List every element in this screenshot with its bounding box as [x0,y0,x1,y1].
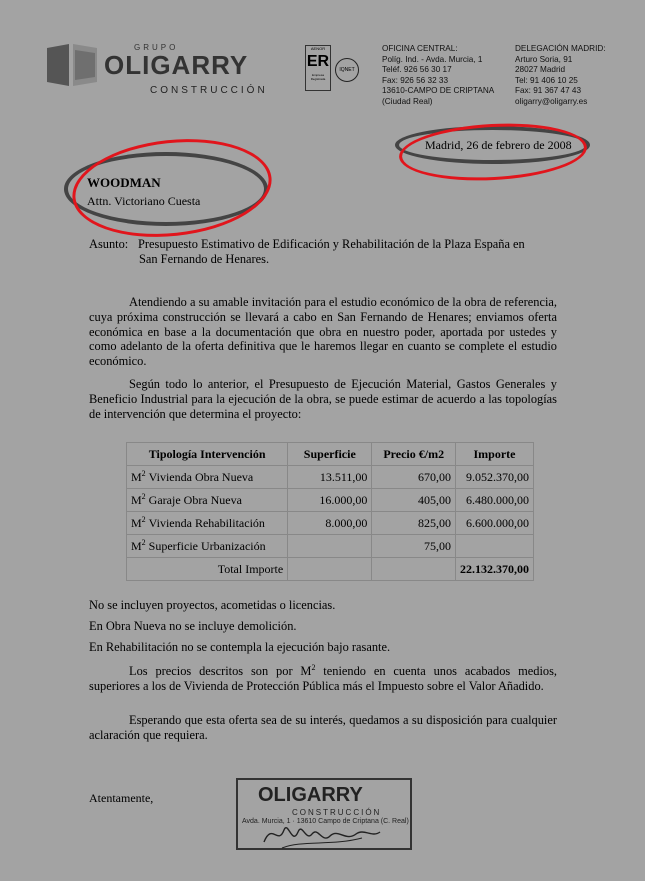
table-cell: 75,00 [372,535,456,558]
table-row [127,489,534,512]
address-line: 28027 Madrid [515,65,566,74]
central-office-address [382,44,494,107]
cert-issuer: AENOR [310,46,326,51]
stamp-subtitle: CONSTRUCCIÓN [292,808,382,817]
table-total-row [127,558,534,581]
madrid-office-address [515,44,606,107]
total-value: 22.132.370,00 [456,558,534,581]
address-line: DELEGACIÓN MADRID: [515,44,606,53]
table-cell: 405,00 [372,489,456,512]
signature-icon [262,812,382,852]
table-cell [127,489,288,512]
prices-text-start: Los precios descritos son por M [129,664,312,679]
logo-group-label: GRUPO [134,43,179,52]
note-line: En Rehabilitación no se contempla la ejecución bajo rasante. [89,640,391,654]
logo-company-name: OLIGARRY [104,50,249,80]
table-row [127,535,534,558]
subject-label: Asunto: [89,237,129,251]
table-cell: 13.511,00 [288,466,372,489]
table-cell [288,558,372,581]
column-header: Importe [456,443,534,466]
total-label: Total Importe [127,558,288,581]
table-cell: 9.052.370,00 [456,466,534,489]
logo-subtitle: CONSTRUCCIÓN [150,85,268,96]
unit-label: M [131,493,142,507]
recipient-attention: Attn. Victoriano Cuesta [87,194,201,208]
subject-continuation: San Fernando de Henares. [139,252,270,266]
table-cell: 670,00 [372,466,456,489]
subject-text: Presupuesto Estimativo de Edificación y Rehabilitación de la Plaza España en [138,237,525,251]
column-header: Superficie [288,443,372,466]
table-cell: 6.480.000,00 [456,489,534,512]
address-line: Arturo Soria, 91 [515,54,573,64]
unit-exponent: 2 [141,515,146,524]
table-cell [127,535,288,558]
stamp-address: Avda. Murcia, 1 · 13610 Campo de Criptana (C. Real) [242,818,409,825]
tipologia-text: Vivienda Obra Nueva [148,470,254,484]
cert-mark: ER [306,53,330,70]
unit-label: M [131,470,142,484]
address-line: Tel: 91 406 10 25 [515,75,578,85]
intro-paragraph: Atendiendo a su amable invitación para el estudio económico de la obra de referencia, cuya próxima construcción se llevará a cabo en San Fernando de Henares; enviamos oferta económica en base a la documentación que obra en nuestro poder, aportada por ustedes y como adelanto de la oferta definitiva que le haremos llegar en cuanto se complete el estudio económico. [89,295,557,369]
iqnet-seal-icon: IQNET [335,58,359,82]
table-cell: 16.000,00 [288,489,372,512]
note-line: No se incluyen proyectos, acometidas o licencias. [89,598,336,612]
note-line: En Obra Nueva no se incluye demolición. [89,619,297,633]
sign-off: Atentamente, [89,791,154,805]
prices-paragraph [89,661,557,694]
address-line: OFICINA CENTRAL: [382,44,458,53]
unit-exponent: 2 [141,538,146,547]
address-line: (Ciudad Real) [382,96,433,106]
prices-text-end: teniendo en cuenta unos acabados medios, superiores a los de Vivienda de Protección Pública más el Impuesto sobre el Valor Añadido. [89,664,557,693]
unit-label: M [131,516,142,530]
subject-line [89,237,525,252]
unit-label: M [131,539,142,553]
tipologia-text: Superficie Urbanización [148,539,266,553]
address-line: Fax: 926 56 32 33 [382,75,449,85]
table-cell [127,466,288,489]
stamp-company-name: OLIGARRY [258,784,363,806]
table-row [127,512,534,535]
column-header: Tipología Intervención [127,443,288,466]
budget-table [126,442,534,581]
table-cell [288,535,372,558]
prices-unit-exponent: 2 [311,663,316,672]
unit-exponent: 2 [141,492,146,501]
recipient-name: WOODMAN [87,175,161,190]
column-header: Precio €/m2 [372,443,456,466]
table-cell [127,512,288,535]
table-row [127,466,534,489]
table-header-row [127,443,534,466]
unit-exponent: 2 [141,469,146,478]
closing-paragraph: Esperando que esta oferta sea de su interés, quedamos a su disposición para cualquier aclaración que requiera. [89,713,557,742]
cert-caption: Empresa Registrada [310,73,326,81]
table-cell [372,558,456,581]
tipologia-text: Vivienda Rehabilitación [148,516,265,530]
table-cell: 8.000,00 [288,512,372,535]
address-line: oligarry@oligarry.es [515,96,588,106]
tipologia-text: Garaje Obra Nueva [148,493,242,507]
table-cell [456,535,534,558]
address-line: Políg. Ind. - Avda. Murcia, 1 [382,54,483,64]
letter-date: Madrid, 26 de febrero de 2008 [425,138,572,152]
address-line: Fax: 91 367 47 43 [515,86,582,95]
budget-paragraph: Según todo lo anterior, el Presupuesto de Ejecución Material, Gastos Generales y Beneficio Industrial para la ejecución de la obra, se puede estimar de acuerdo a las topologías de intervención que determina el proyecto: [89,377,557,421]
table-cell: 6.600.000,00 [456,512,534,535]
address-line: Teléf. 926 56 30 17 [382,65,452,74]
table-cell: 825,00 [372,512,456,535]
address-line: 13610-CAMPO DE CRIPTANA [382,86,495,95]
company-logo-icon [47,44,97,86]
certification-badge [305,45,331,91]
